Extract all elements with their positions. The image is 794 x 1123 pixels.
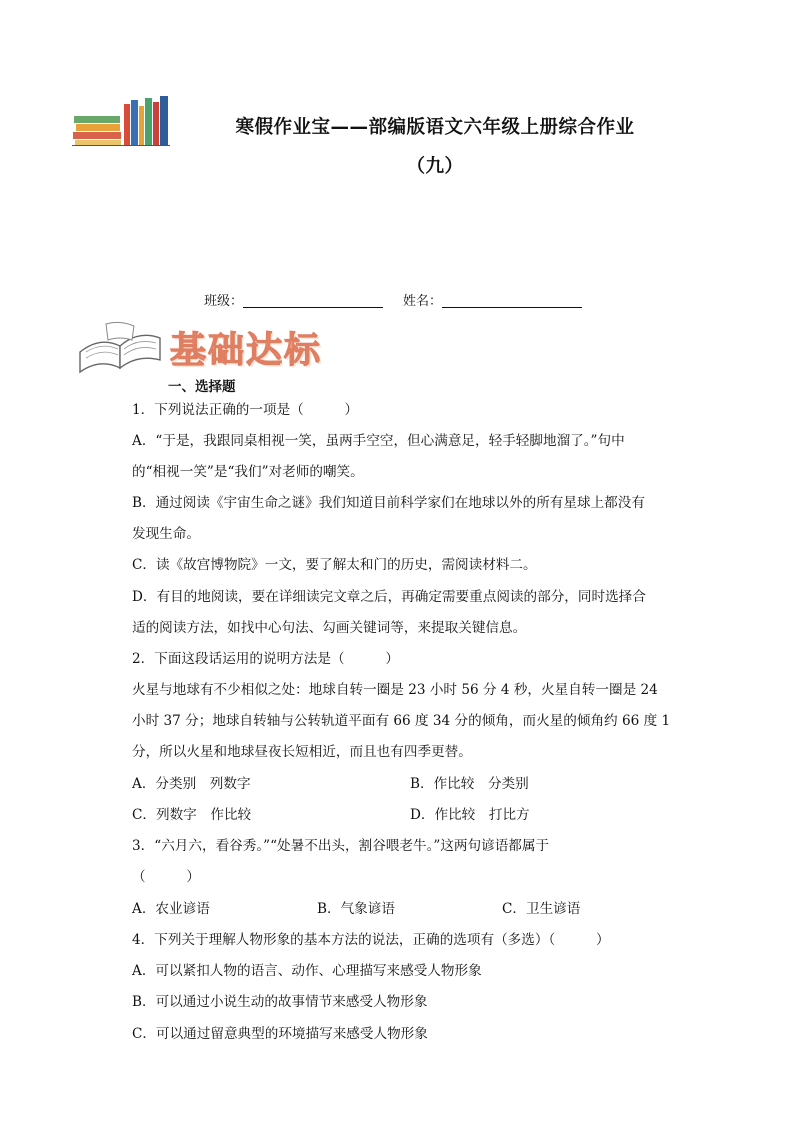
- q2-stem: 2．下面这段话运用的说明方法是（ ）: [132, 651, 399, 667]
- class-label: 班级：: [204, 294, 244, 309]
- q3-option-c: C．卫生谚语: [502, 901, 581, 917]
- q1-option-d-cont: 适的阅读方法，如找中心句法、勾画关键词等，来提取关键信息。: [132, 620, 527, 636]
- section-banner: 基础达标: [170, 330, 323, 371]
- q2-passage: 火星与地球有不少相似之处：地球自转一圈是 23 小时 56 分 4 秒，火星自转一圈是 24: [132, 682, 658, 698]
- page-subtitle: （九）: [406, 156, 464, 177]
- open-book-icon: [76, 316, 164, 374]
- q3-option-b: B．气象谚语: [317, 901, 395, 917]
- q1-option-a-cont: 的“相视一笑”是“我们”对老师的嘲笑。: [132, 464, 364, 480]
- q1-option-a: A．“于是，我跟同桌相视一笑，虽两手空空，但心满意足，轻手轻脚地溜了。”句中: [132, 433, 625, 449]
- q1-stem: 1．下列说法正确的一项是（ ）: [132, 402, 359, 418]
- student-info-line: [204, 290, 602, 309]
- class-blank[interactable]: [243, 293, 383, 308]
- q2-passage-cont: 小时 37 分；地球自转轴与公转轨道平面有 66 度 34 分的倾角，而火星的倾角约 66 度 1: [132, 713, 671, 729]
- q2-option-a: A．分类别 列数字: [132, 776, 251, 792]
- q1-option-d: D．有目的地阅读，要在详细读完文章之后，再确定需要重点阅读的部分，同时选择合: [132, 589, 646, 605]
- name-label: 姓名：: [403, 294, 443, 309]
- q2-option-b: B．作比较 分类别: [410, 776, 529, 792]
- page-title: 寒假作业宝——部编版语文六年级上册综合作业: [235, 117, 635, 138]
- q4-option-c: C．可以通过留意典型的环境描写来感受人物形象: [132, 1026, 428, 1042]
- q1-option-c: C．读《故宫博物院》一文，要了解太和门的历史，需阅读材料二。: [132, 557, 537, 573]
- q4-option-a: A．可以紧扣人物的语言、动作、心理描写来感受人物形象: [132, 963, 482, 979]
- name-blank[interactable]: [442, 293, 582, 308]
- books-stack-icon: [72, 96, 172, 146]
- q1-option-b: B．通过阅读《宇宙生命之谜》我们知道目前科学家们在地球以外的所有星球上都没有: [132, 495, 645, 511]
- q4-stem: 4．下列关于理解人物形象的基本方法的说法，正确的选项有（多选）（ ）: [132, 932, 610, 948]
- q3-answer-paren: （ ）: [132, 869, 200, 885]
- q2-passage-end: 分，所以火星和地球昼夜长短相近，而且也有四季更替。: [132, 744, 472, 760]
- q2-option-c: C．列数字 作比较: [132, 807, 252, 823]
- section-heading: 一、选择题: [168, 379, 236, 395]
- q1-option-b-cont: 发现生命。: [132, 526, 200, 542]
- q2-option-d: D．作比较 打比方: [410, 807, 530, 823]
- q3-stem: 3．“六月六，看谷秀。”“处暑不出头，割谷喂老牛。”这两句谚语都属于: [132, 838, 550, 854]
- q3-option-a: A．农业谚语: [132, 901, 210, 917]
- q4-option-b: B．可以通过小说生动的故事情节来感受人物形象: [132, 994, 428, 1010]
